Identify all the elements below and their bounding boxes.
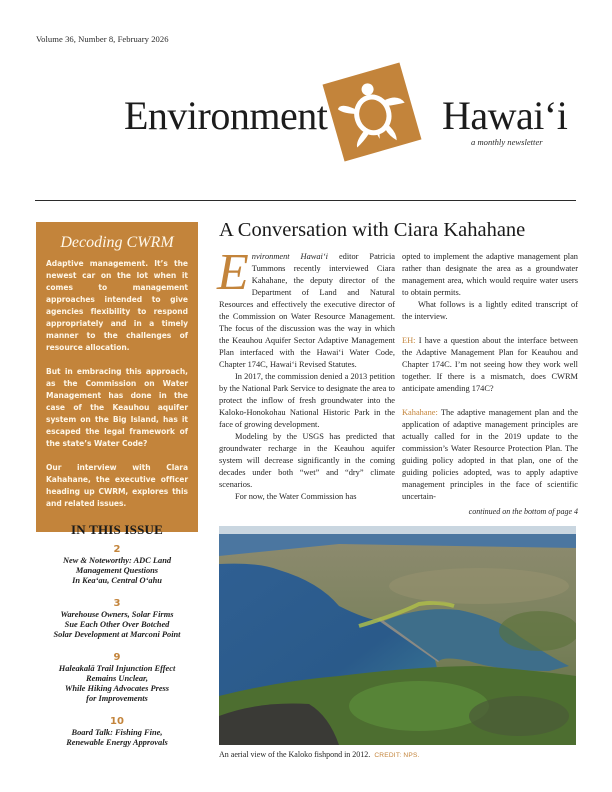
article-headline: A Conversation with Ciara Kahahane: [219, 219, 526, 241]
toc-line: Sue Each Other Over Botched: [64, 620, 170, 629]
caption-text: An aerial view of the Kaloko fishpond in 2012.: [219, 750, 371, 759]
toc-item[interactable]: [36, 716, 198, 748]
toc-line: for Improvements: [86, 694, 148, 703]
photo-credit: CREDIT: NPS.: [374, 752, 420, 759]
box-paragraph: Our interview with Clara Kahahane, the executive officer heading up CWRM, explores this and related issues.: [46, 463, 188, 508]
toc-page-number: 2: [113, 544, 121, 555]
volume-line: Volume 36, Number 8, February 2026: [36, 34, 169, 44]
toc-line: New & Noteworthy: ADC Land: [62, 556, 172, 565]
box-paragraph: Adaptive management. It’s the newest car on the lot when it comes to management approaches intended to give agencies flexibility to respond appropriately and in a timely manner to the challenges of resource allocation.: [46, 259, 188, 352]
continued-link[interactable]: continued on the bottom of page 4: [468, 507, 578, 516]
box-paragraph: But in embracing this approach, as the Commission on Water Management has done in the case of the Keauhou aquifer system on the Big Island, has it escaped the legal framework of the state’s Water Code?: [46, 367, 188, 448]
tagline: a monthly newsletter: [471, 137, 543, 147]
toc-line: In Keaʻau, Central Oʻahu: [72, 576, 162, 585]
answer-text: The adaptive management plan and the application of adaptive management principles are actually called for in the 2019 update to the commission’s Water Resource Protection Plan. The guiding policy adopted in that plan, one of the guiding policies adopted, was to apply adaptive management principles in the face of scientific uncertain-: [402, 408, 578, 501]
sea-turtle-icon: [318, 58, 426, 166]
article-paragraph: [217, 244, 395, 371]
toc-line: Warehouse Owners, Solar Firms: [60, 610, 174, 619]
toc-line: Haleakalā Trail Injunction Effect: [58, 664, 176, 673]
article-paragraph: Modeling by the USGS has predicted that groundwater recharge in the Keauhou aquifer system will decrease significantly in the coming decades under both “wet” and “dry” climate scenarios.: [219, 432, 395, 489]
article-column-1: [217, 244, 395, 503]
toc-line: While Hiking Advocates Press: [64, 684, 170, 693]
in-this-issue: [36, 522, 198, 760]
speaker-label: Kahahane:: [402, 408, 438, 417]
toc-line: Solar Development at Marconi Point: [53, 630, 181, 639]
article-paragraph: What follows is a lightly edited transcript of the interview.: [402, 300, 578, 321]
toc-line: Management Questions: [75, 566, 159, 575]
toc-line: Renewable Energy Approvals: [66, 738, 168, 747]
header-rule: [35, 200, 576, 201]
aerial-photo: [219, 526, 576, 745]
photo-caption: [219, 750, 420, 759]
toc-page-number: 3: [113, 598, 121, 609]
drop-cap: E: [217, 244, 249, 301]
toc-line: Board Talk: Fishing Fine,: [71, 728, 163, 737]
interview-question: [402, 335, 578, 395]
toc-line: Remains Unclear,: [86, 674, 148, 683]
box-title: Decoding CWRM: [60, 234, 174, 251]
masthead-title-right: Hawaiʻi: [442, 93, 568, 138]
toc-item[interactable]: [36, 598, 198, 640]
toc-page-number: 10: [110, 716, 124, 727]
paragraph-text: editor Patricia Tummons recently interviewed Ciara Kahahane, the deputy director of the Department of Land and Natural Resources and effectively the executive director of the Commission on Water Resource Management. The focus of the discussion was the way in which the Keauhou Aquifer Sector Adaptive Management Plan interfaced with the Hawaiʻi Water Code, Chapter 174C, Hawaiʻi Revised Statutes.: [219, 252, 395, 369]
toc-item[interactable]: [36, 544, 198, 586]
publication-name: nvironment Hawaiʻi: [251, 252, 328, 261]
article-paragraph: In 2017, the commission denied a 2013 petition by the National Park Service to designate the area to protect the inflow of fresh groundwater into the Kaloko-Honokohau National Historic Park in the face of growing development.: [219, 372, 395, 429]
article-paragraph: For now, the Water Commission has: [235, 492, 357, 501]
toc-heading: IN THIS ISSUE: [71, 522, 163, 537]
toc-item[interactable]: [36, 652, 198, 704]
article-paragraph: opted to implement the adaptive management plan rather than designate the area as a groundwater management area, which would require water users to obtain permits.: [402, 252, 578, 297]
speaker-label: EH:: [402, 336, 416, 345]
question-text: I have a question about the interface between the Adaptive Management Plan for Keauhou and Chapter 174C. I’m not seeing how they work well together. If there is a mismatch, does CWRM anticipate amending 174C?: [402, 336, 578, 393]
article-column-2: [402, 251, 578, 518]
interview-answer: [402, 407, 578, 503]
masthead-title-left: Environment: [124, 93, 328, 138]
decoding-cwrm-box: [36, 222, 198, 532]
toc-page-number: 9: [113, 652, 121, 663]
